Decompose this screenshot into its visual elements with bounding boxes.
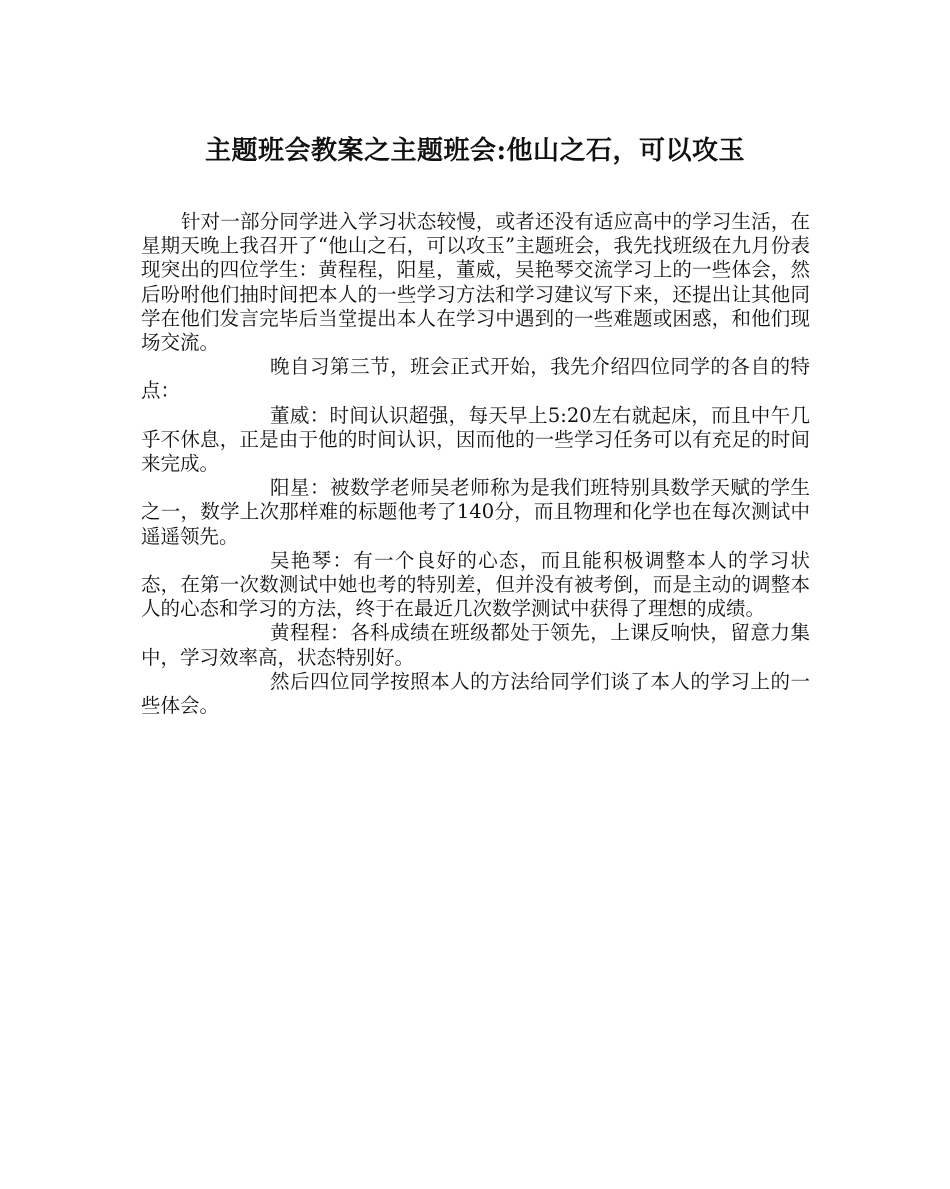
document-title: 主题班会教案之主题班会:他山之石，可以攻玉 xyxy=(204,136,746,166)
paragraph-yang-xing: 阳星：被数学老师吴老师称为是我们班特别具数学天赋的学生之一，数学上次那样难的标题他考了140分，而且物理和化学也在每次测试中遥遥领先。 xyxy=(141,476,810,548)
paragraph-huang-chengcheng: 黄程程：各科成绩在班级都处于领先，上课反响快，留意力集中，学习效率高，状态特别好。 xyxy=(141,621,810,669)
paragraph-dong-wei: 董威：时间认识超强，每天早上5:20左右就起床，而且中午几乎不休息，正是由于他的时间认识，因而他的一些学习任务可以有充足的时间来完成。 xyxy=(141,403,810,476)
paragraph-wu-yanqin: 吴艳琴：有一个良好的心态，而且能积极调整本人的学习状态，在第一次数测试中她也考的特别差，但并没有被考倒，而是主动的调整本人的心态和学习的方法，终于在最近几次数学测试中获得了理想的成绩。 xyxy=(141,548,810,621)
paragraph-session-start: 晚自习第三节，班会正式开始，我先介绍四位同学的各自的特点： xyxy=(141,355,810,403)
document-body xyxy=(141,210,810,718)
paragraph-closing: 然后四位同学按照本人的方法给同学们谈了本人的学习上的一些体会。 xyxy=(141,669,810,718)
paragraph-intro: 针对一部分同学进入学习状态较慢，或者还没有适应高中的学习生活，在星期天晚上我召开了“他山之石，可以攻玉”主题班会，我先找班级在九月份表现突出的四位学生：黄程程，阳星，董威，吴艳琴交流学习上的一些体会，然后吩咐他们抽时间把本人的一些学习方法和学习建议写下来，还提出让其他同学在他们发言完毕后当堂提出本人在学习中遇到的一些难题或困惑，和他们现场交流。 xyxy=(141,210,810,355)
